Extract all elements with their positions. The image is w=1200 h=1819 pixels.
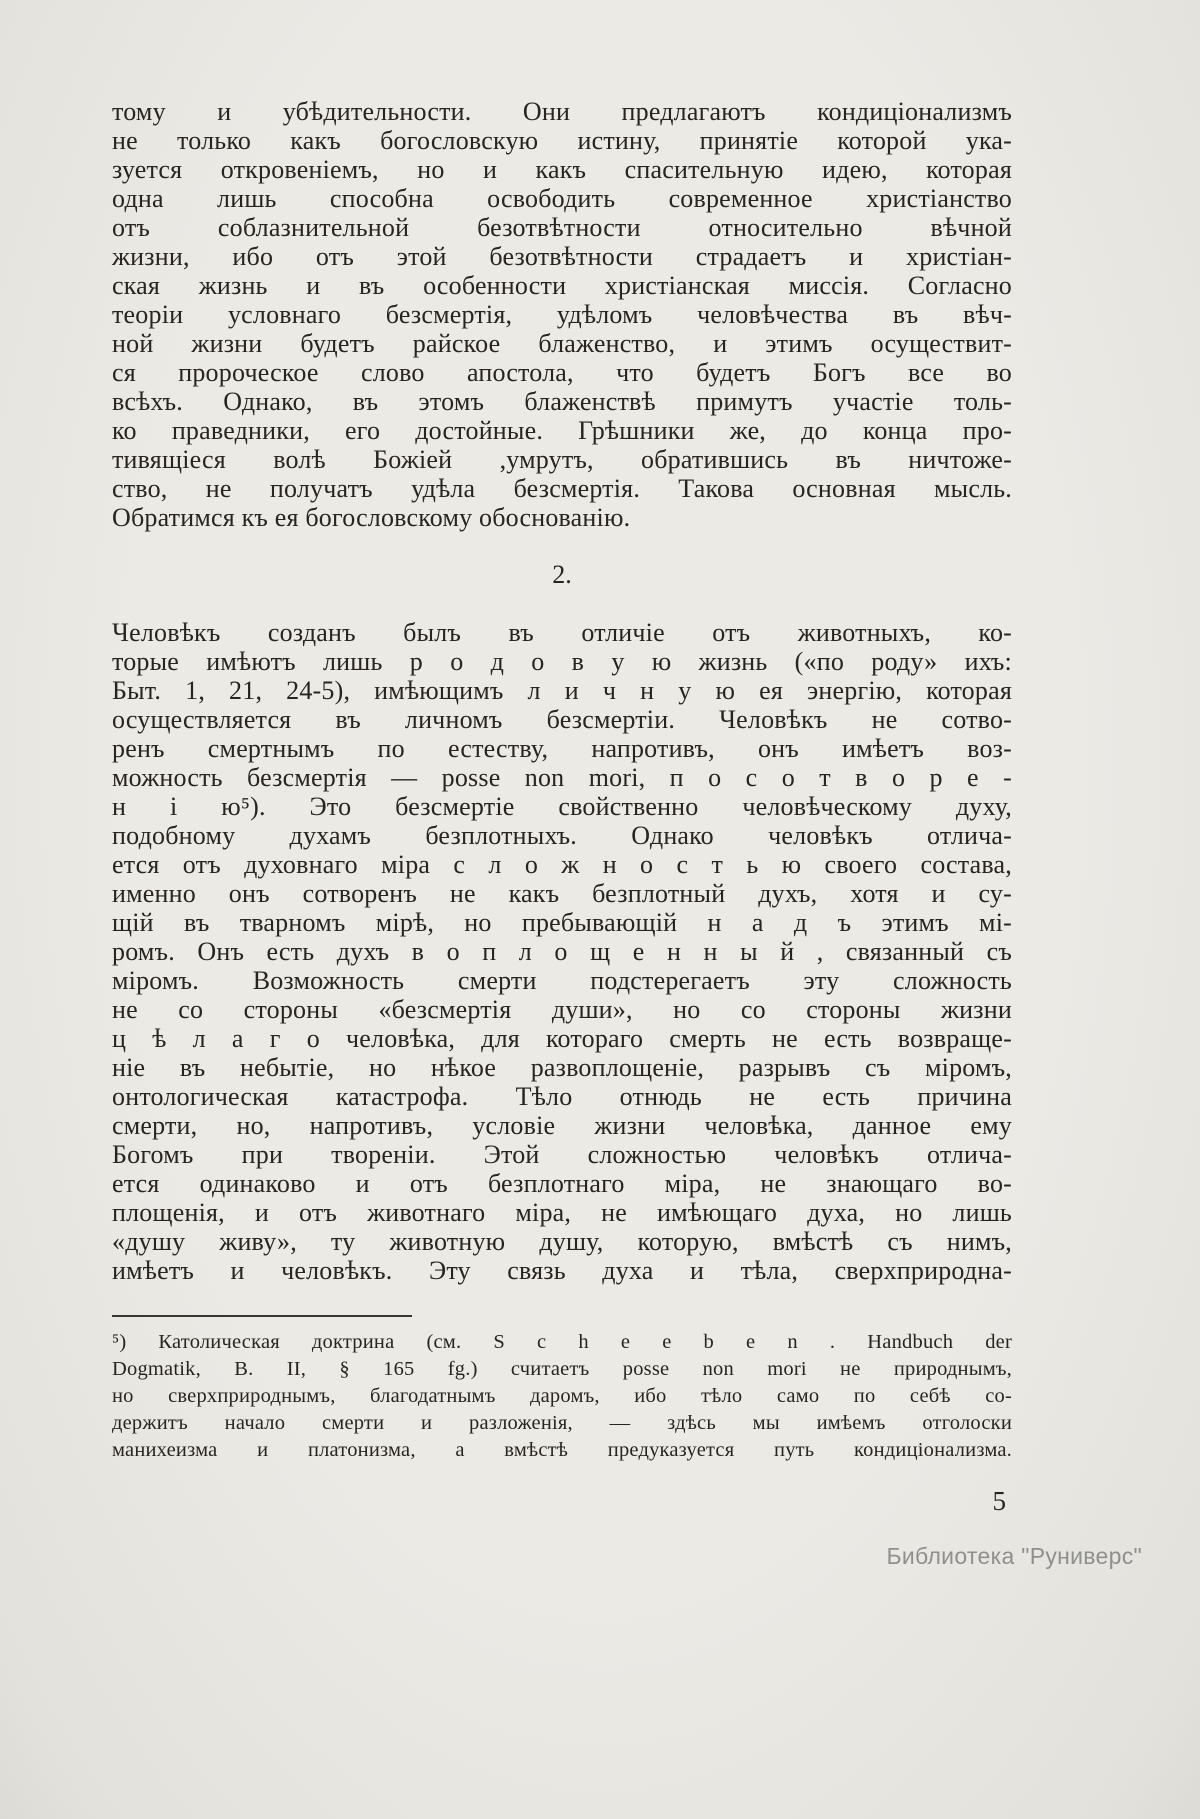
- text-line: теоріи условнаго безсмертія, удѣломъ человѣчества въ вѣч-: [112, 300, 1012, 329]
- text-line: одна лишь способна освободить современное христіанство: [112, 184, 1012, 213]
- text-line: ренъ смертнымъ по естеству, напротивъ, онъ имѣетъ воз-: [112, 734, 1012, 763]
- text-line: не только какъ богословскую истину, принятіе которой ука-: [112, 126, 1012, 155]
- page-text-block: [112, 97, 1012, 1517]
- footnote-line: но сверхприроднымъ, благодатнымъ даромъ, ибо тѣло само по себѣ со-: [112, 1385, 1012, 1407]
- text-line: ся пророческое слово апостола, что будетъ Богъ все во: [112, 358, 1012, 387]
- text-line: торые имѣютъ лишь р о д о в у ю жизнь («по роду» ихъ:: [112, 647, 1012, 676]
- text-line: ство, не получатъ удѣла безсмертія. Такова основная мысль.: [112, 474, 1012, 503]
- text-line: онтологическая катастрофа. Тѣло отнюдь не есть причина: [112, 1082, 1012, 1111]
- text-line: «душу живу», ту животную душу, которую, вмѣстѣ съ нимъ,: [112, 1227, 1012, 1256]
- text-line: имѣетъ и человѣкъ. Эту связь духа и тѣла, сверхприродна-: [112, 1256, 1012, 1285]
- text-line: ніе въ небытіе, но нѣкое развоплощеніе, разрывъ съ міромъ,: [112, 1053, 1012, 1082]
- text-line: смерти, но, напротивъ, условіе жизни человѣка, данное ему: [112, 1111, 1012, 1140]
- library-watermark: Библиотека "Руниверс": [886, 1543, 1142, 1569]
- text-line: не со стороны «безсмертія души», но со стороны жизни: [112, 995, 1012, 1024]
- text-line: ская жизнь и въ особенности христіанская миссія. Согласно: [112, 271, 1012, 300]
- text-line: ется отъ духовнаго міра с л о ж н о с т ь ю своего состава,: [112, 850, 1012, 879]
- text-line: всѣхъ. Однако, въ этомъ блаженствѣ примутъ участіе толь-: [112, 387, 1012, 416]
- text-line: площенія, и отъ животнаго міра, не имѣющаго духа, но лишь: [112, 1198, 1012, 1227]
- text-line: осуществляется въ личномъ безсмертіи. Человѣкъ не сотво-: [112, 705, 1012, 734]
- text-line: ромъ. Онъ есть духъ в о п л о щ е н н ы й , связанный съ: [112, 937, 1012, 966]
- text-line: жизни, ибо отъ этой безотвѣтности страдаетъ и христіан-: [112, 242, 1012, 271]
- footnote-line: манихеизма и платонизма, а вмѣстѣ предуказуется путь кондиціонализма.: [112, 1439, 1012, 1461]
- footnote-line: держитъ начало смерти и разложенія, — здѣсь мы имѣемъ отголоски: [112, 1412, 1012, 1434]
- text-line: н і ю⁵). Это безсмертіе свойственно человѣческому духу,: [112, 792, 1012, 821]
- text-line: подобному духамъ безплотныхъ. Однако человѣкъ отлича-: [112, 821, 1012, 850]
- text-line: міромъ. Возможность смерти подстерегаетъ эту сложность: [112, 966, 1012, 995]
- text-line: именно онъ сотворенъ не какъ безплотный духъ, хотя и су-: [112, 879, 1012, 908]
- text-line: отъ соблазнительной безотвѣтности относительно вѣчной: [112, 213, 1012, 242]
- text-line: можность безсмертія — posse non mori, п о с о т в о р е -: [112, 763, 1012, 792]
- text-line: Богомъ при твореніи. Этой сложностью человѣкъ отлича-: [112, 1140, 1012, 1169]
- paragraph-continued-from-previous-page: [112, 97, 1012, 532]
- section-number-heading: 2.: [552, 560, 572, 589]
- text-line: ц ѣ л а г о человѣка, для котораго смерть не есть возвраще-: [112, 1024, 1012, 1053]
- footnote-line: Dogmatik, B. II, § 165 fg.) считаетъ posse non mori не природнымъ,: [112, 1358, 1012, 1380]
- footnote-line: ⁵) Католическая доктрина (см. S c h e e b e n . Handbuch der: [112, 1331, 1012, 1353]
- text-line: ко праведники, его достойные. Грѣшники же, до конца про-: [112, 416, 1012, 445]
- footnote: [112, 1329, 1012, 1464]
- text-line: зуется откровеніемъ, но и какъ спасительную идею, которая: [112, 155, 1012, 184]
- text-line: Быт. 1, 21, 24-5), имѣющимъ л и ч н у ю ея энергію, которая: [112, 676, 1012, 705]
- footnote-separator-rule: [112, 1315, 412, 1317]
- text-line: тому и убѣдительности. Они предлагаютъ кондиціонализмъ: [112, 97, 1012, 126]
- text-line: Обратимся къ ея богословскому обоснованію.: [112, 503, 631, 532]
- text-line: ется одинаково и отъ безплотнаго міра, не знающаго во-: [112, 1169, 1012, 1198]
- page-number: 5: [992, 1486, 1006, 1516]
- text-line: ной жизни будетъ райское блаженство, и этимъ осуществит-: [112, 329, 1012, 358]
- text-line: щій въ тварномъ мірѣ, но пребывающій н а д ъ этимъ мі-: [112, 908, 1012, 937]
- text-line: Человѣкъ созданъ былъ въ отличіе отъ животныхъ, ко-: [112, 618, 1012, 647]
- paragraph-body: [112, 618, 1012, 1285]
- text-line: тивящіеся волѣ Божіей ,умрутъ, обратившись въ ничтоже-: [112, 445, 1012, 474]
